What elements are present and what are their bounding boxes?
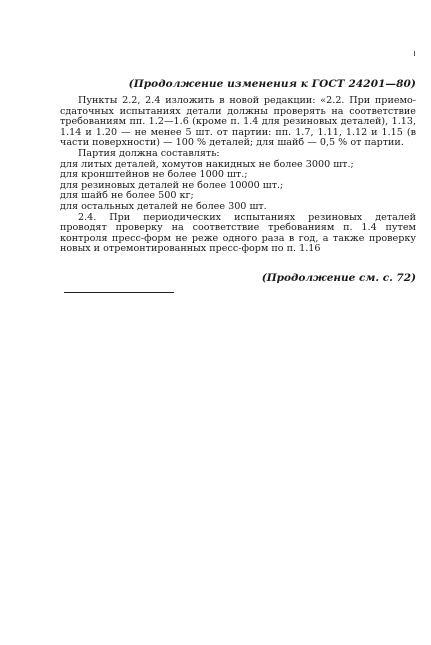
paragraph-batch-intro: Партия должна составлять: [78,147,220,159]
list-item-brackets: для кронштейнов не более 1000 шт.; [60,169,248,181]
paragraph-periodic-tests: 2.4. При периодических испытаниях резиновых деталей проводят проверку на соответствие требованиям п. 1.4 путем контроля пресс-форм не реже одного раза в год, а также проверку новых и отремонтированных пресс-форм по п. 1.16 [60,211,416,255]
footer-rule [64,292,174,293]
list-item-other-parts: для остальных деталей не более 300 шт. [60,200,267,212]
page-header: (Продолжение изменения к ГОСТ 24201—80) [128,78,416,90]
list-item-rubber-parts: для резиновых деталей не более 10000 шт.; [60,179,284,191]
list-item-washers: для шайб не более 500 кг; [60,190,194,202]
continuation-note: (Продолжение см. с. 72) [261,272,416,284]
paragraph-amendment: Пункты 2.2, 2.4 изложить в новой редакции: «2.2. При приемо-сдаточных испытаниях детали должны проверять на соответствие требованиям пп. 1.2—1.6 (кроме п. 1.4 для резиновых деталей), 1.13, 1.14 и 1.20 — не менее 5 шт. от партии: пп. 1.7, 1.11, 1.12 и 1.15 (в части поверхности) — 100 % деталей; для шайб — 0,5 % от партии. [60,95,416,149]
scan-mark [414,51,415,56]
list-item-cast-parts: для литых деталей, хомутов накидных не более 3000 шт.; [60,158,354,170]
document-body [60,96,416,255]
